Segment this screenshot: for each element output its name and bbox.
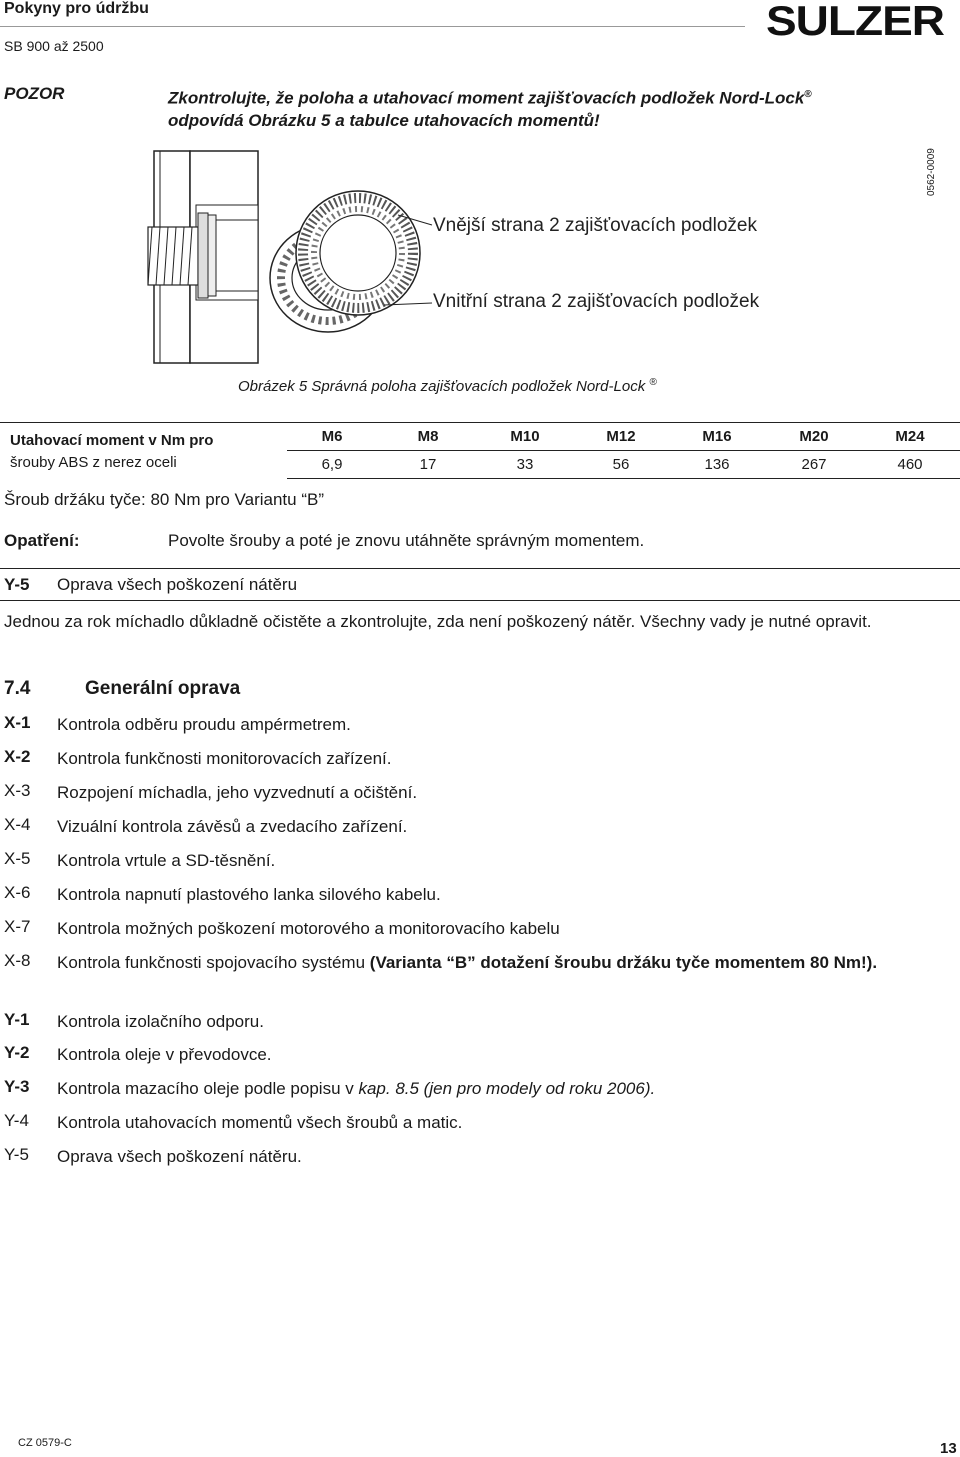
table-value-cell: 460 (897, 456, 923, 473)
item-code: X-8 (4, 951, 31, 970)
item-code: X-7 (4, 917, 31, 936)
item-text-plain: Kontrola mazacího oleje podle popisu v (57, 1079, 359, 1098)
y5-top-rule (0, 568, 960, 569)
brand-logo: SULZER (766, 0, 944, 45)
item-text-plain: Kontrola funkčnosti spojovacího systému (57, 953, 370, 972)
figure-caption: Obrázek 5 Správná poloha zajišťovacích podložek Nord-Lock ® (238, 377, 657, 395)
item-text: Vizuální kontrola závěsů a zvedacího zařízení. (57, 817, 408, 836)
footer-doc-code: CZ 0579-C (18, 1437, 72, 1449)
y5-text: Jednou za rok míchadlo důkladně očistěte a zkontrolujte, zda není poškozený nátěr. Všechny vady je nutné opravit. (4, 612, 872, 631)
registered-mark: ® (804, 89, 812, 100)
item-text: Oprava všech poškození nátěru. (57, 1147, 302, 1166)
table-top-rule (0, 422, 960, 423)
item-code: Y-3 (4, 1077, 30, 1096)
caption-registered-mark: ® (649, 377, 657, 388)
item-code: Y-4 (4, 1111, 29, 1130)
table-value-cell: 17 (419, 456, 437, 473)
item-code: X-6 (4, 883, 31, 902)
item-text: Kontrola možných poškození motorového a monitorovacího kabelu (57, 919, 560, 938)
item-text: Kontrola odběru proudu ampérmetrem. (57, 715, 351, 734)
table-header-cell: M24 (895, 428, 925, 445)
item-text-bold: (Varianta “B” dotažení šroubu držáku tyče momentem 80 Nm!). (369, 953, 878, 972)
table-header-cell: M20 (799, 428, 829, 445)
table-header-cell: M10 (510, 428, 540, 445)
item-text (57, 951, 937, 975)
item-text-italic: kap. 8.5 (jen pro modely od roku 2006). (358, 1079, 656, 1098)
item-code: X-4 (4, 815, 31, 834)
item-text: Kontrola funkčnosti monitorovacích zařízení. (57, 749, 392, 768)
item-text (57, 1077, 937, 1101)
table-bottom-rule (287, 478, 960, 479)
item-text: Kontrola napnutí plastového lanka silového kabelu. (57, 885, 441, 904)
item-code: X-5 (4, 849, 31, 868)
nord-lock-washer-illustration (140, 145, 440, 370)
table-header-cell: M8 (417, 428, 439, 445)
warning-text (168, 84, 928, 132)
warning-text-line2: odpovídá Obrázku 5 a tabulce utahovacích momentů! (168, 110, 600, 130)
y5-bottom-rule (0, 600, 960, 601)
page-number: 13 (940, 1440, 957, 1457)
document-subtitle: SB 900 až 2500 (4, 38, 104, 54)
item-text: Kontrola utahovacích momentů všech šroubů a matic. (57, 1113, 463, 1132)
table-header-cell: M16 (702, 428, 732, 445)
torque-table-label-line1: Utahovací moment v Nm pro (10, 432, 214, 449)
inner-side-label: Vnitřní strana 2 zajišťovacích podložek (433, 291, 760, 312)
item-code: Y-5 (4, 1145, 29, 1164)
item-text: Kontrola izolačního odporu. (57, 1012, 264, 1031)
item-text: Kontrola oleje v převodovce. (57, 1045, 272, 1064)
document-title: Pokyny pro údržbu (4, 0, 149, 17)
table-header-cell: M12 (606, 428, 636, 445)
item-text: Kontrola vrtule a SD-těsnění. (57, 851, 276, 870)
section-number: 7.4 (4, 678, 31, 699)
outer-side-label: Vnější strana 2 zajišťovacích podložek (433, 215, 757, 236)
table-header-cell: M6 (321, 428, 343, 445)
measure-label: Opatření: (4, 531, 80, 550)
section-title: Generální oprava (85, 678, 241, 699)
header-rule (0, 26, 745, 27)
table-value-cell: 136 (704, 456, 730, 473)
item-text: Rozpojení míchadla, jeho vyzvednutí a očištění. (57, 783, 418, 802)
item-code: X-3 (4, 781, 31, 800)
warning-text-line1: Zkontrolujte, že poloha a utahovací moment zajišťovacích podložek Nord-Lock (168, 88, 805, 108)
item-code: Y-1 (4, 1010, 30, 1029)
item-code: X-2 (4, 747, 31, 766)
table-value-cell: 56 (612, 456, 630, 473)
item-code: X-1 (4, 713, 31, 732)
table-value-cell: 6,9 (321, 456, 343, 473)
y5-code: Y-5 (4, 575, 30, 594)
warning-label: POZOR (4, 84, 65, 103)
torque-table-label-line2: šrouby ABS z nerez oceli (10, 454, 177, 471)
y5-title: Oprava všech poškození nátěru (57, 575, 298, 594)
table-value-cell: 267 (801, 456, 827, 473)
rod-bolt-note: Šroub držáku tyče: 80 Nm pro Variantu “B” (4, 490, 324, 509)
item-code: Y-2 (4, 1043, 30, 1062)
table-value-cell: 33 (516, 456, 534, 473)
figure-code: 0562-0009 (926, 148, 937, 196)
measure-text: Povolte šrouby a poté je znovu utáhněte správným momentem. (168, 531, 645, 550)
table-mid-rule (287, 450, 960, 451)
torque-table-label (10, 430, 213, 474)
